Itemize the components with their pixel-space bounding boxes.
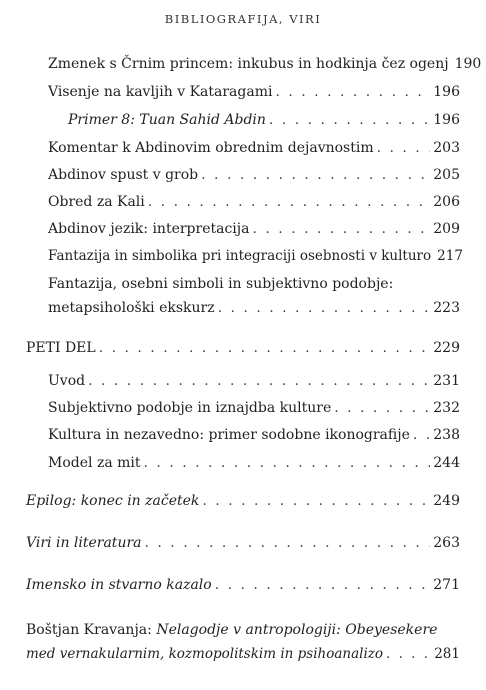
toc-page-number: 271 xyxy=(433,577,460,593)
toc-entry[interactable] xyxy=(48,136,460,160)
toc-page-number: 203 xyxy=(433,140,460,156)
dot-leader xyxy=(148,190,431,214)
toc-page-number: 244 xyxy=(433,455,460,471)
toc-title: Kultura in nezavedno: primer sodobne ikonografije xyxy=(48,427,410,443)
toc-page-number: 229 xyxy=(433,340,460,356)
dot-leader xyxy=(201,163,430,187)
toc-entry[interactable] xyxy=(48,369,460,393)
toc-entry[interactable] xyxy=(26,642,460,666)
dot-leader xyxy=(215,573,431,597)
toc-entry[interactable] xyxy=(48,451,460,475)
dot-leader xyxy=(252,217,430,241)
dot-leader xyxy=(377,136,431,160)
toc-page-number: 223 xyxy=(433,300,460,316)
dot-leader xyxy=(99,336,431,360)
toc-page-number: 249 xyxy=(433,493,460,509)
dot-leader xyxy=(218,296,431,320)
toc-title: Model za mit xyxy=(48,455,141,471)
toc-page-number: 231 xyxy=(433,373,460,389)
toc-title: Obred za Kali xyxy=(48,194,145,210)
toc-entry[interactable] xyxy=(48,423,460,447)
toc-entry[interactable] xyxy=(48,396,460,420)
toc-page-number: 206 xyxy=(433,194,460,210)
toc-author: Boštjan Kravanja: xyxy=(26,622,152,638)
toc-title: med vernakularnim, kozmopolitskim in psihoanalizo xyxy=(26,646,384,662)
toc-page-number: 205 xyxy=(433,167,460,183)
toc-entry[interactable] xyxy=(26,573,460,597)
toc-entry-line1[interactable]: Fantazija, osebni simboli in subjektivno podobje: xyxy=(48,276,394,292)
toc-section-heading[interactable] xyxy=(26,336,460,360)
dot-leader xyxy=(413,423,430,447)
dot-leader xyxy=(88,369,430,393)
toc-title: Primer 8: Tuan Sahid Abdin xyxy=(68,112,266,128)
toc-title: PETI DEL xyxy=(26,340,96,356)
toc-page-number: 232 xyxy=(433,400,460,416)
dot-leader xyxy=(145,531,431,555)
toc-title: Imensko in stvarno kazalo xyxy=(26,577,212,593)
running-head: BIBLIOGRAFIJA, VIRI xyxy=(164,12,322,26)
toc-title: Visenje na kavljih v Kataragami xyxy=(48,84,273,100)
toc-title: Subjektivno podobje in iznajdba kulture xyxy=(48,400,332,416)
toc-entry[interactable] xyxy=(68,108,460,132)
toc-title: Zmenek s Črnim princem: inkubus in hodkinja čez ogenj xyxy=(48,56,449,72)
toc-entry[interactable] xyxy=(48,52,482,76)
toc-page-number: 196 xyxy=(433,112,460,128)
dot-leader xyxy=(202,489,430,513)
toc-page-number: 217 xyxy=(437,248,463,264)
toc-title: Abdinov jezik: interpretacija xyxy=(48,221,250,237)
toc-entry[interactable] xyxy=(26,531,460,555)
dot-leader xyxy=(144,451,431,475)
toc-page-number: 281 xyxy=(434,646,460,662)
dot-leader xyxy=(386,642,431,666)
toc-title: Komentar k Abdinovim obrednim dejavnostim xyxy=(48,140,374,156)
toc-entry-line1[interactable] xyxy=(26,618,460,642)
toc-entry[interactable] xyxy=(48,296,460,320)
toc-entry[interactable] xyxy=(48,244,463,268)
toc-title: Epilog: konec in začetek xyxy=(26,493,200,509)
toc-entry[interactable] xyxy=(48,190,460,214)
toc-entry[interactable] xyxy=(48,217,460,241)
toc-title: Uvod xyxy=(48,373,86,389)
dot-leader xyxy=(275,80,430,104)
toc-page-number: 238 xyxy=(433,427,460,443)
toc-title: Abdinov spust v grob xyxy=(48,167,199,183)
toc-page-number: 209 xyxy=(433,221,460,237)
toc-title: Viri in literatura xyxy=(26,535,142,551)
dot-leader xyxy=(269,108,430,132)
toc-title: Fantazija in simbolika pri integraciji osebnosti v kulturo xyxy=(48,248,432,264)
toc-entry[interactable] xyxy=(26,489,460,513)
toc-page-number: 263 xyxy=(433,535,460,551)
toc-title: metapsihološki ekskurz xyxy=(48,300,215,316)
toc-entry[interactable] xyxy=(48,163,460,187)
toc-page-number: 196 xyxy=(433,84,460,100)
dot-leader xyxy=(334,396,430,420)
toc-entry[interactable] xyxy=(48,80,460,104)
toc-page-number: 190 xyxy=(454,56,482,72)
toc-title: Nelagodje v antropologiji: Obeyesekere xyxy=(156,622,438,638)
